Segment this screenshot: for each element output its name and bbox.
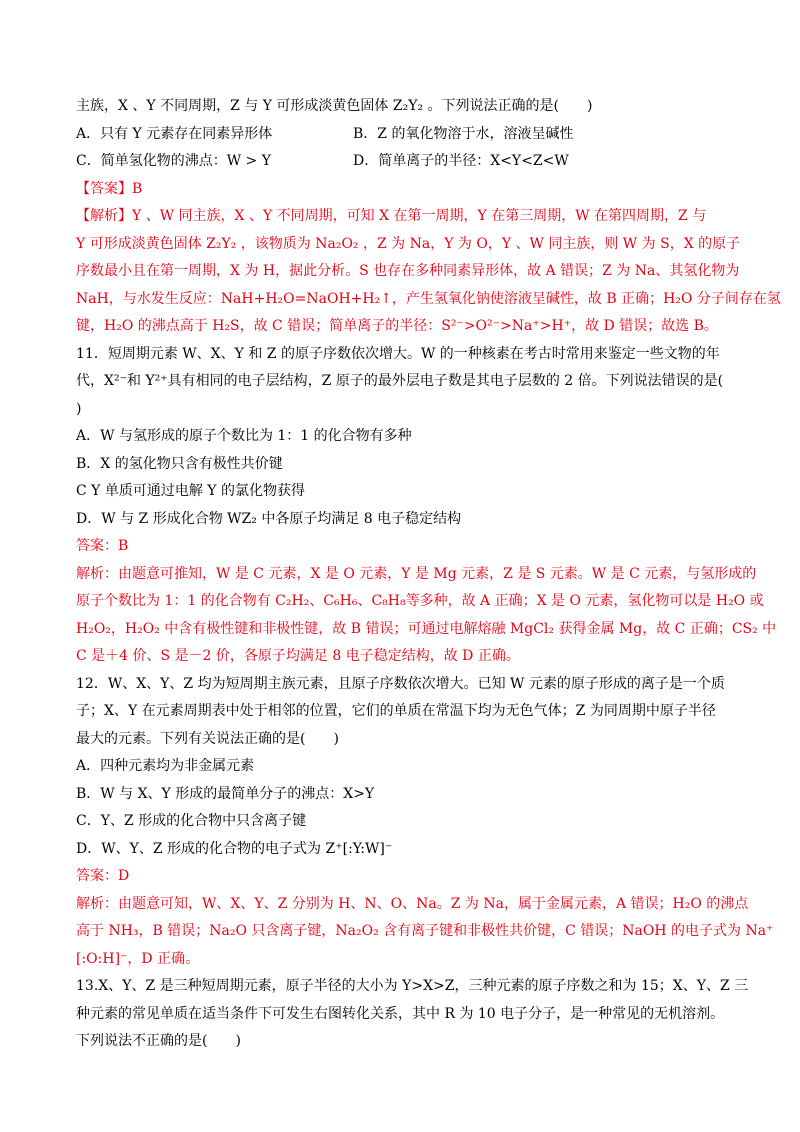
q10-analysis-line: Y 可形成淡黄色固体 Z₂Y₂ ，该物质为 Na₂O₂ ，Z 为 Na，Y 为 O，Y 、W 同主族，则 W 为 S，X 的原子 xyxy=(76,235,741,252)
q11-analysis-line: 解析：由题意可推知，W 是 C 元素，X 是 O 元素，Y 是 Mg 元素，Z 是 S 元素。W 是 C 元素，与氢形成的 xyxy=(76,565,757,582)
q12-option-c: C．Y、Z 形成的化合物中只含离子键 xyxy=(76,813,307,829)
q12-stem-line: 子；X、Y 在元素周期表中处于相邻的位置，它们的单质在常温下均为无色气体；Z 为同周期中原子半径 xyxy=(76,703,716,719)
q11-analysis-line: 原子个数比为 1：1 的化合物有 C₂H₂、C₆H₆、C₈H₈等多种，故 A 正确；X 是 O 元素，氢化物可以是 H₂O 或 xyxy=(76,593,764,609)
q10-option-b: B．Z 的氧化物溶于水，溶液呈碱性 xyxy=(353,125,574,142)
q10-analysis-line: 键，H₂O 的沸点高于 H₂S，故 C 错误；简单离子的半径：S²⁻>O²⁻>Na⁺>H⁺，故 D 错误；故选 B。 xyxy=(76,318,718,334)
q11-option-d: D．W 与 Z 形成化合物 WZ₂ 中各原子均满足 8 电子稳定结构 xyxy=(76,510,462,527)
q12-analysis-line: 解析：由题意可知，W、X、Y、Z 分别为 H、N、O、Na。Z 为 Na，属于金属元素，A 错误；H₂O 的沸点 xyxy=(76,895,749,912)
q10-analysis-line: NaH，与水发生反应：NaH+H₂O=NaOH+H₂↑，产生氢氧化钠使溶液呈碱性，故 B 正确；H₂O 分子间存在氢 xyxy=(76,290,781,307)
q10-options-ab xyxy=(76,124,726,152)
q10-option-a: A．只有 Y 元素存在同素异形体 xyxy=(76,125,273,142)
q12-stem-line: 最大的元素。下列有关说法正确的是( ) xyxy=(76,730,339,747)
q11-stem-line: 代，X²⁻和 Y²⁺具有相同的电子层结构，Z 原子的最外层电子数是其电子层数的 2 倍。下列说法错误的是( xyxy=(76,373,724,389)
q11-analysis-line: C 是＋4 价、S 是－2 价，各原子均满足 8 电子稳定结构，故 D 正确。 xyxy=(76,648,520,664)
q12-answer: 答案：D xyxy=(76,868,130,884)
q12-analysis-line: [:O:H]⁻，D 正确。 xyxy=(76,950,200,967)
q12-stem-line: 12．W、X、Y、Z 均为短周期主族元素，且原子序数依次增大。已知 W 元素的原子形成的离子是一个质 xyxy=(76,675,725,692)
q10-analysis-line: 序数最小且在第一周期，X 为 H，据此分析。S 也存在多种同素异形体，故 A 错误；Z 为 Na、其氢化物为 xyxy=(76,263,740,279)
q10-answer: 【答案】B xyxy=(76,180,143,197)
q11-option-a: A．W 与氢形成的原子个数比为 1：1 的化合物有多种 xyxy=(76,428,412,444)
q10-option-d: D．简单离子的半径：X<Y<Z<W xyxy=(353,153,569,169)
q12-analysis-line: 高于 NH₃，B 错误；Na₂O 只含离子键，Na₂O₂ 含有离子键和非极性共价键，C 错误；NaOH 的电子式为 Na⁺ xyxy=(76,923,774,939)
q11-analysis-line: H₂O₂，H₂O₂ 中含有极性键和非极性键，故 B 错误；可通过电解熔融 MgCl₂ 获得金属 Mg，故 C 正确；CS₂ 中 xyxy=(76,620,777,637)
q13-stem-line: 下列说法不正确的是( ) xyxy=(76,1033,241,1049)
q11-option-c: C Y 单质可通过电解 Y 的氯化物获得 xyxy=(76,483,305,499)
q13-stem-line: 13.X、Y、Z 是三种短周期元素，原子半径的大小为 Y>X>Z，三种元素的原子序数之和为 15；X、Y、Z 三 xyxy=(76,978,749,994)
q11-answer: 答案：B xyxy=(76,538,129,554)
q11-stem-line: 11．短周期元素 W、X、Y 和 Z 的原子序数依次增大。W 的一种核素在考古时常用来鉴定一些文物的年 xyxy=(76,345,720,362)
q10-stem: 主族，X 、Y 不同周期，Z 与 Y 可形成淡黄色固体 Z₂Y₂ 。下列说法正确的是( ) xyxy=(76,98,593,114)
q13-stem-line: 种元素的常见单质在适当条件下可发生右图转化关系，其中 R 为 10 电子分子，是一种常见的无机溶剂。 xyxy=(76,1005,725,1022)
q11-option-b: B．X 的氢化物只含有极性共价键 xyxy=(76,455,283,472)
q12-option-a: A．四种元素均为非金属元素 xyxy=(76,758,255,774)
document-page xyxy=(76,96,781,1059)
q10-options-cd xyxy=(76,151,726,179)
q11-stem-line: ) xyxy=(76,400,82,417)
q10-option-c: C．简单氢化物的沸点：W > Y xyxy=(76,153,271,169)
q12-option-b: B．W 与 X、Y 形成的最简单分子的沸点：X>Y xyxy=(76,785,375,802)
q10-analysis-line: 【解析】Y 、W 同主族，X 、Y 不同周期，可知 X 在第一周期，Y 在第三周期，W 在第四周期，Z 与 xyxy=(76,208,707,224)
q12-option-d: D．W、Y、Z 形成的化合物的电子式为 Z⁺[:Y:W]⁻ xyxy=(76,840,393,857)
